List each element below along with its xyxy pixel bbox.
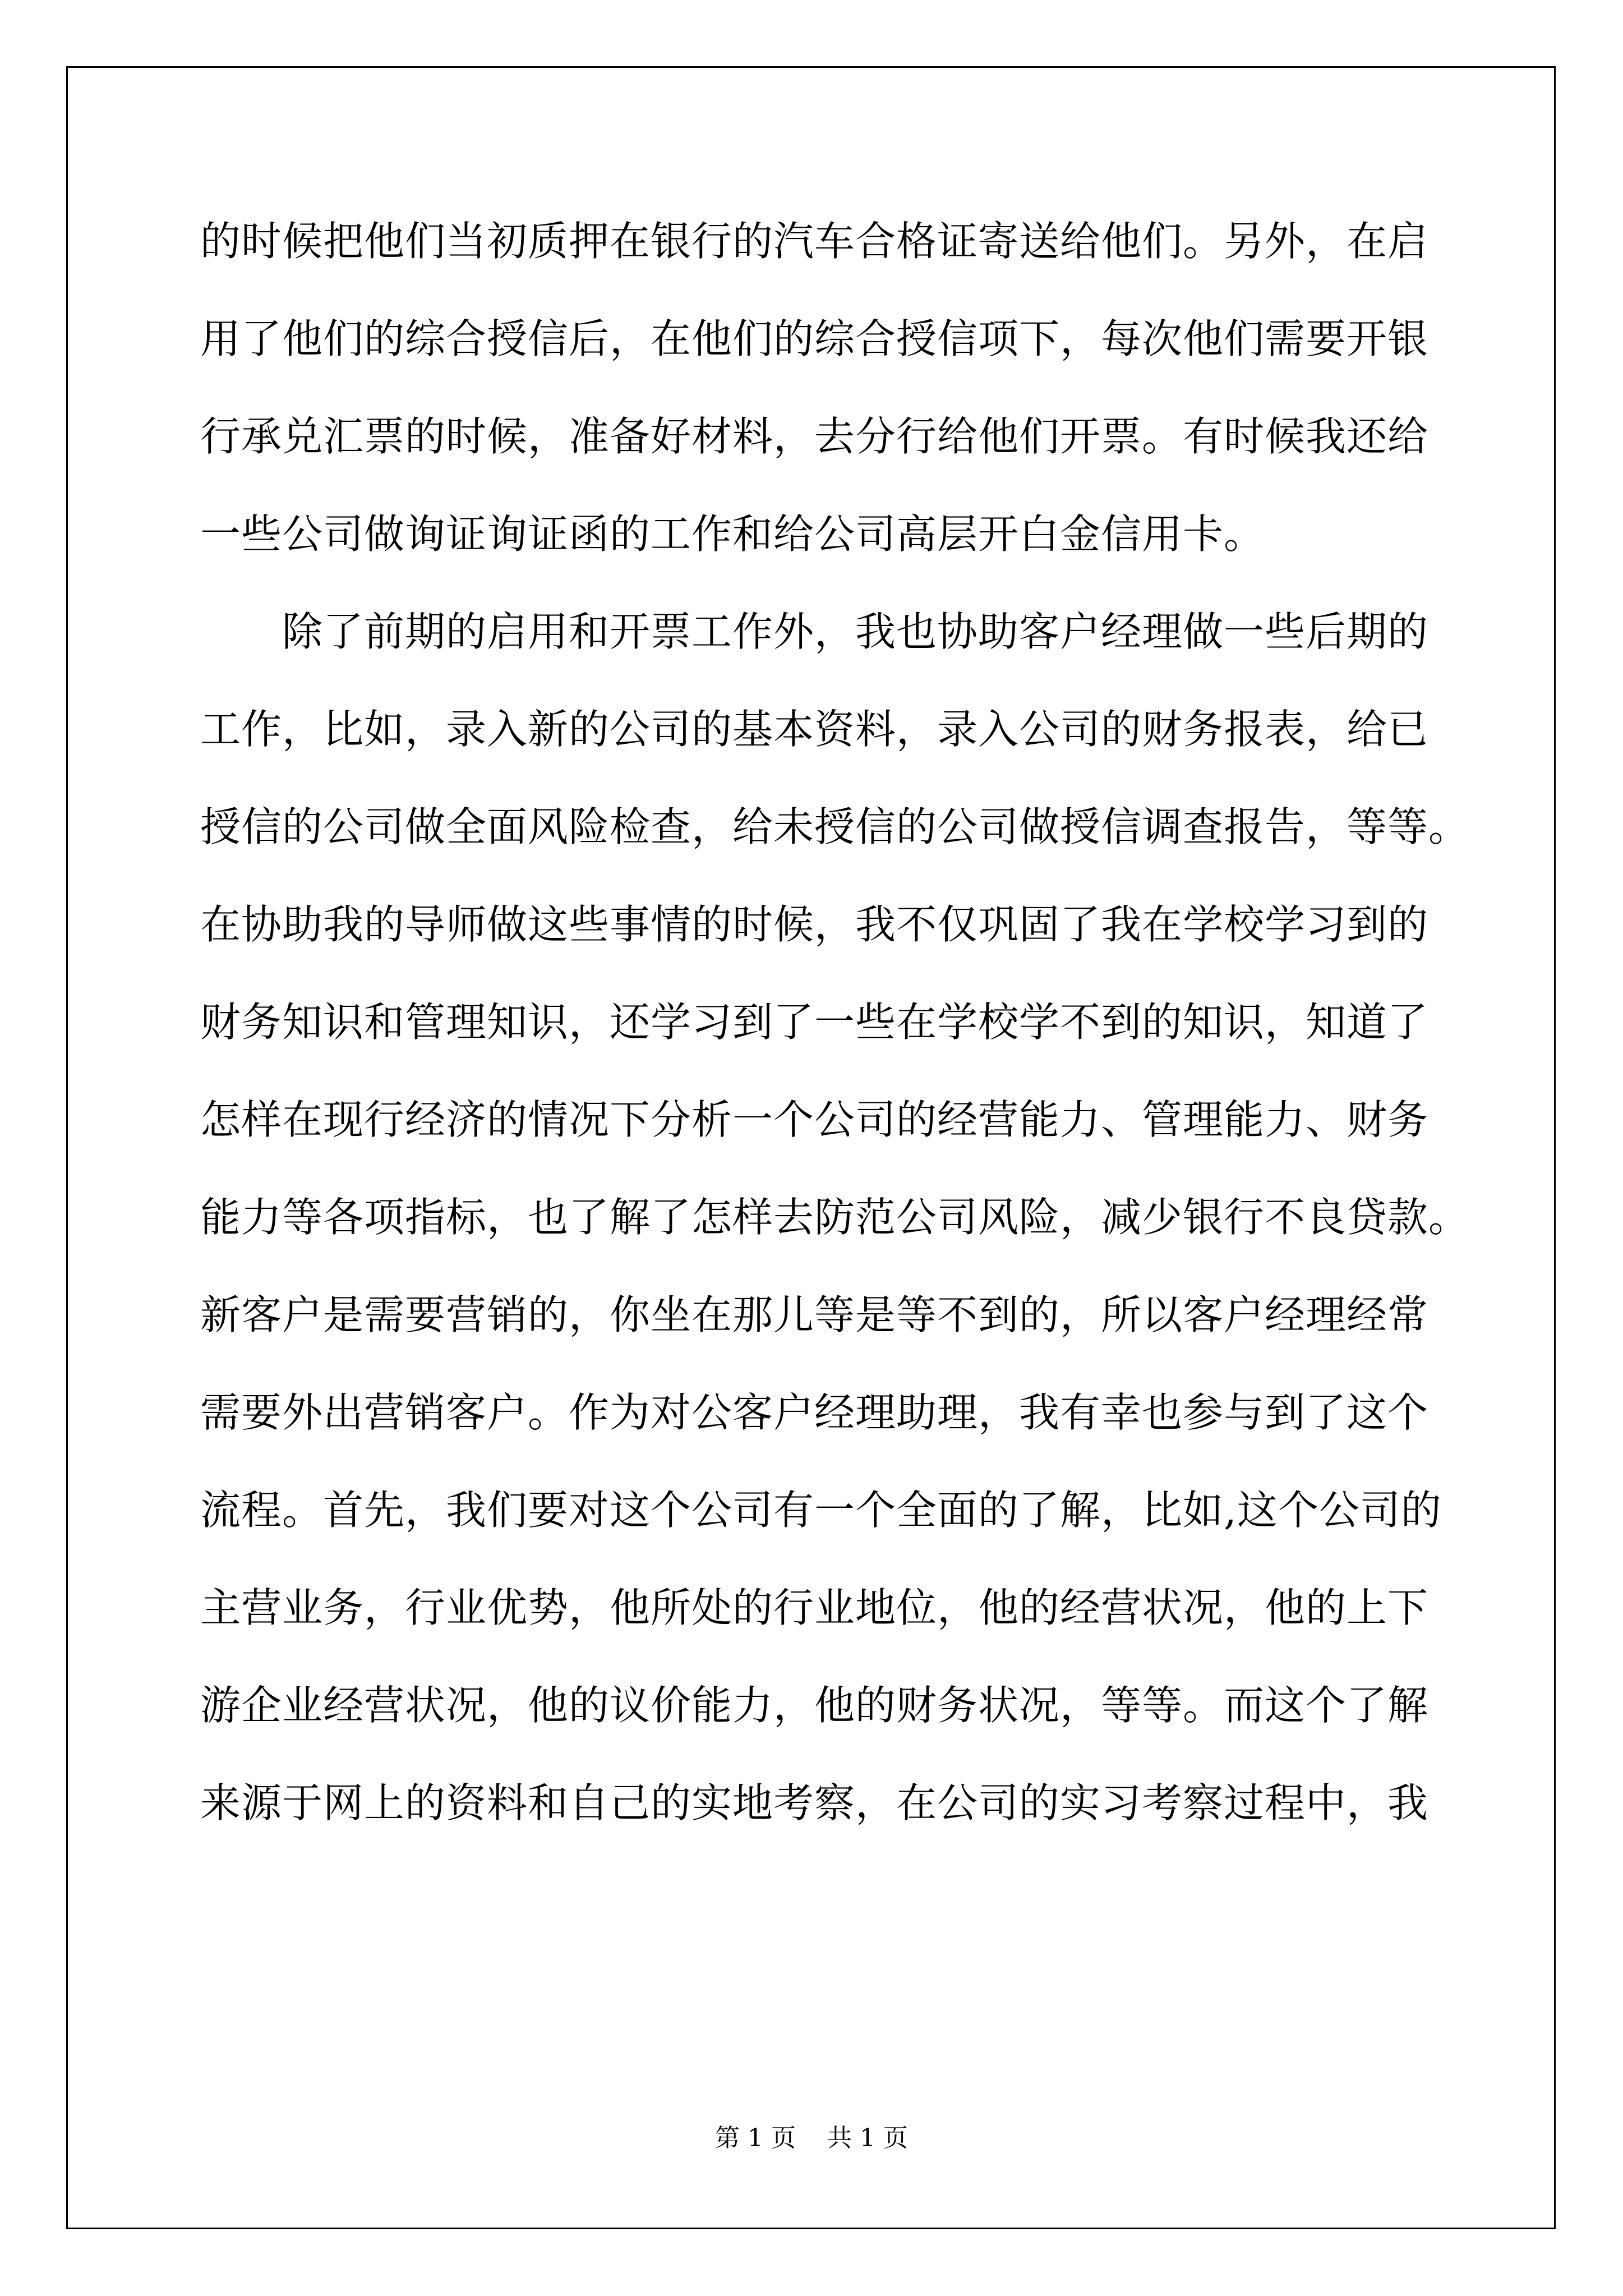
text-line: 财务知识和管理知识，还学习到了一些在学校学不到的知识，知道了 <box>200 999 1429 1046</box>
text-line: 新客户是需要营销的，你坐在那儿等是等不到的，所以客户经理经常 <box>200 1291 1429 1338</box>
text-line: 能力等各项指标，也了解了怎样去防范公司风险，减少银行不良贷款。 <box>200 1194 1470 1241</box>
text-line: 一些公司做询证询证函的工作和给公司高层开白金信用卡。 <box>200 510 1265 558</box>
text-line: 的时候把他们当初质押在银行的汽车合格证寄送给他们。另外，在启 <box>200 218 1429 265</box>
paragraph-start-line: 除了前期的启用和开票工作外，我也协助客户经理做一些后期的 <box>282 608 1429 655</box>
text-line: 需要外出营销客户。作为对公客户经理助理，我有幸也参与到了这个 <box>200 1389 1429 1436</box>
page-number-footer: 第 1 页 共 1 页 <box>715 2124 908 2152</box>
document-body <box>200 214 1470 1874</box>
text-line: 流程。首先，我们要对这个公司有一个全面的了解，比如,这个公司的 <box>200 1487 1442 1534</box>
text-line: 授信的公司做全面风险检查，给未授信的公司做授信调查报告，等等。 <box>200 803 1470 850</box>
text-line: 工作，比如，录入新的公司的基本资料，录入公司的财务报表，给已 <box>200 706 1429 753</box>
text-line: 用了他们的综合授信后，在他们的综合授信项下，每次他们需要开银 <box>200 315 1429 362</box>
text-line: 怎样在现行经济的情况下分析一个公司的经营能力、管理能力、财务 <box>200 1096 1429 1143</box>
text-line: 行承兑汇票的时候，准备好材料，去分行给他们开票。有时候我还给 <box>200 413 1429 460</box>
text-line: 主营业务，行业优势，他所处的行业地位，他的经营状况，他的上下 <box>200 1584 1429 1631</box>
text-line: 在协助我的导师做这些事情的时候，我不仅巩固了我在学校学习到的 <box>200 901 1429 948</box>
text-line: 游企业经营状况，他的议价能力，他的财务状况，等等。而这个了解 <box>200 1682 1429 1729</box>
text-line: 来源于网上的资料和自己的实地考察，在公司的实习考察过程中，我 <box>200 1779 1429 1826</box>
